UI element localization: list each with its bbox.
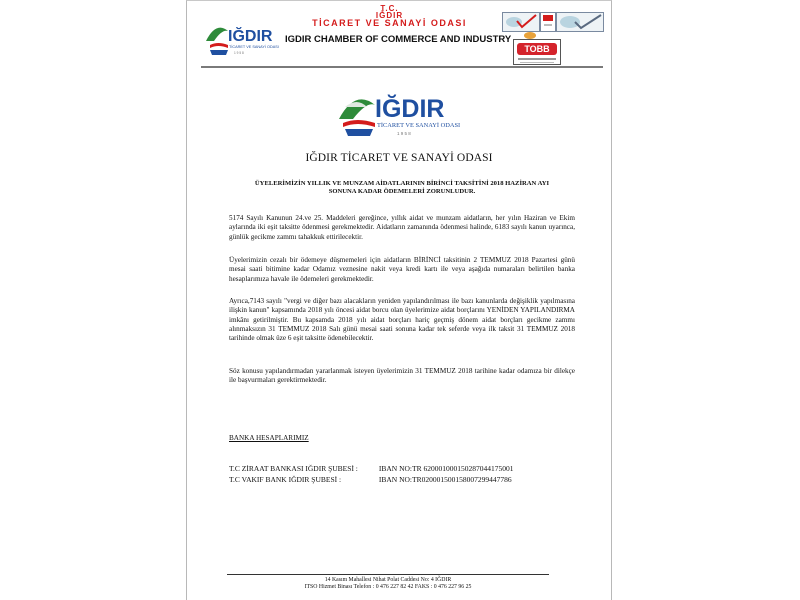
svg-text:IĞDIR: IĞDIR [375,95,445,123]
svg-text:1 9 5 8: 1 9 5 8 [397,131,411,136]
iso-certificate-icon [556,12,604,32]
footer-address: 14 Kasım Mahallesi Nihat Polat Caddesi No: 4 IĞDIR [324,577,452,583]
iso-certificate-icon [502,12,540,32]
title-line-tc: T.C. [380,4,399,13]
svg-text:TİCARET VE SANAYİ ODASI: TİCARET VE SANAYİ ODASI [377,122,461,129]
letterhead-english-name: IGDIR CHAMBER OF COMMERCE AND INDUSTRY [285,34,512,45]
igdir-logo-large [337,87,467,139]
bank-iban: IBAN NO:TR 620001000150287044175001 [378,464,514,473]
paragraph-payment-rules: 5174 Sayılı Kanunun 24.ve 25. Maddeleri gereğince, yıllık aidat ve munzam aidatların, her yılın Haziran ve Ekim aylarında iki eşit taksitte ödenmesi gerekmektedir. Aidatların zamanında ödenmesi halinde, 6183 sayılı kanun uyarınca, günlük gecikme zammı tahakkuk ettirilecektir. [229,214,575,241]
paragraph-application: Söz konusu yapılandırmadan yararlanmak isteyen üyelerimizin 31 TEMMUZ 2018 tarihine kadar odamıza bir dilekçe ile başvurmaları gerektirmektedir. [229,367,575,385]
tobb-emblem-icon [524,32,536,39]
svg-text:1 9 5 8: 1 9 5 8 [234,51,244,55]
letterhead-title [287,5,492,28]
title-line-city: IĞDIR [375,11,404,20]
svg-text:TİCARET VE SANAYİ ODASI: TİCARET VE SANAYİ ODASI [229,45,279,49]
document-subject: ÜYELERİMİZİN YILLIK VE MUNZAM AİDATLARININ BİRİNCİ TAKSİTİNİ 2018 HAZİRAN AYI SONUNA KADAR ÖDEMELERİ ZORUNLUDUR. [254,180,550,195]
letterhead-divider [201,66,603,68]
bank-account-row [229,464,513,473]
flag-certificate-icon [540,12,556,32]
svg-text:IĞDIR: IĞDIR [228,28,273,45]
bank-accounts-heading: BANKA HESAPLARIMIZ [229,434,309,442]
tobb-logo: TOBB [513,39,561,65]
title-line-org: TİCARET VE SANAYİ ODASI [312,18,467,28]
letterhead [187,1,611,69]
document-page [186,0,612,600]
footer-divider [227,574,549,575]
paragraph-first-installment: Üyelerimizin cezalı bir ödemeye düşmemeleri için aidatların BİRİNCİ taksitinin 2 TEMMUZ 2018 Pazartesi günü mesai saati bitimine kadar Odamız veznesine nakit veya kredi kartı ile veya aşağıda numaraları belirtilen banka hesaplarımıza havale ile ödemeleri gerekmektedir. [229,256,575,283]
footer-contact: ITSO Hizmet Binası Telefon : 0 476 227 82 42 FAKS : 0 476 227 96 25 [304,584,472,590]
bank-iban: IBAN NO:TR020001500158007299447786 [378,475,512,484]
bank-account-row [229,475,512,484]
paragraph-restructuring: Ayrıca,7143 sayılı "vergi ve diğer bazı alacakların yeniden yapılandırılması ile bazı kanunlarda değişiklik yapılmasına ilişkin kanun" kapsamında 2018 yılı öncesi aidat borcu olan üyelerimize aidat borçlarını YENİDEN YAPILANDIRMA imkânı getirilmiştir. Bu kapsamda 2018 yılı aidat borçları hariç geçmiş dönem aidat borçları gecikme zammı alınmaksızın 31 TEMMUZ 2018 Salı günü mesai saati sonuna kadar tek seferde veya ilk taksit 31 TEMMUZ 2018 tarihinde olmak üze 6 eşit taksitte ödenebilecektir. [229,297,575,343]
bank-name: T.C ZİRAAT BANKASI IĞDIR ŞUBESİ : [229,464,358,473]
igdir-logo-small [204,17,284,59]
bank-name: T.C VAKIF BANK IĞDIR ŞUBESİ : [229,475,342,484]
organization-title: IĞDIR TİCARET VE SANAYİ ODASI [305,152,493,164]
